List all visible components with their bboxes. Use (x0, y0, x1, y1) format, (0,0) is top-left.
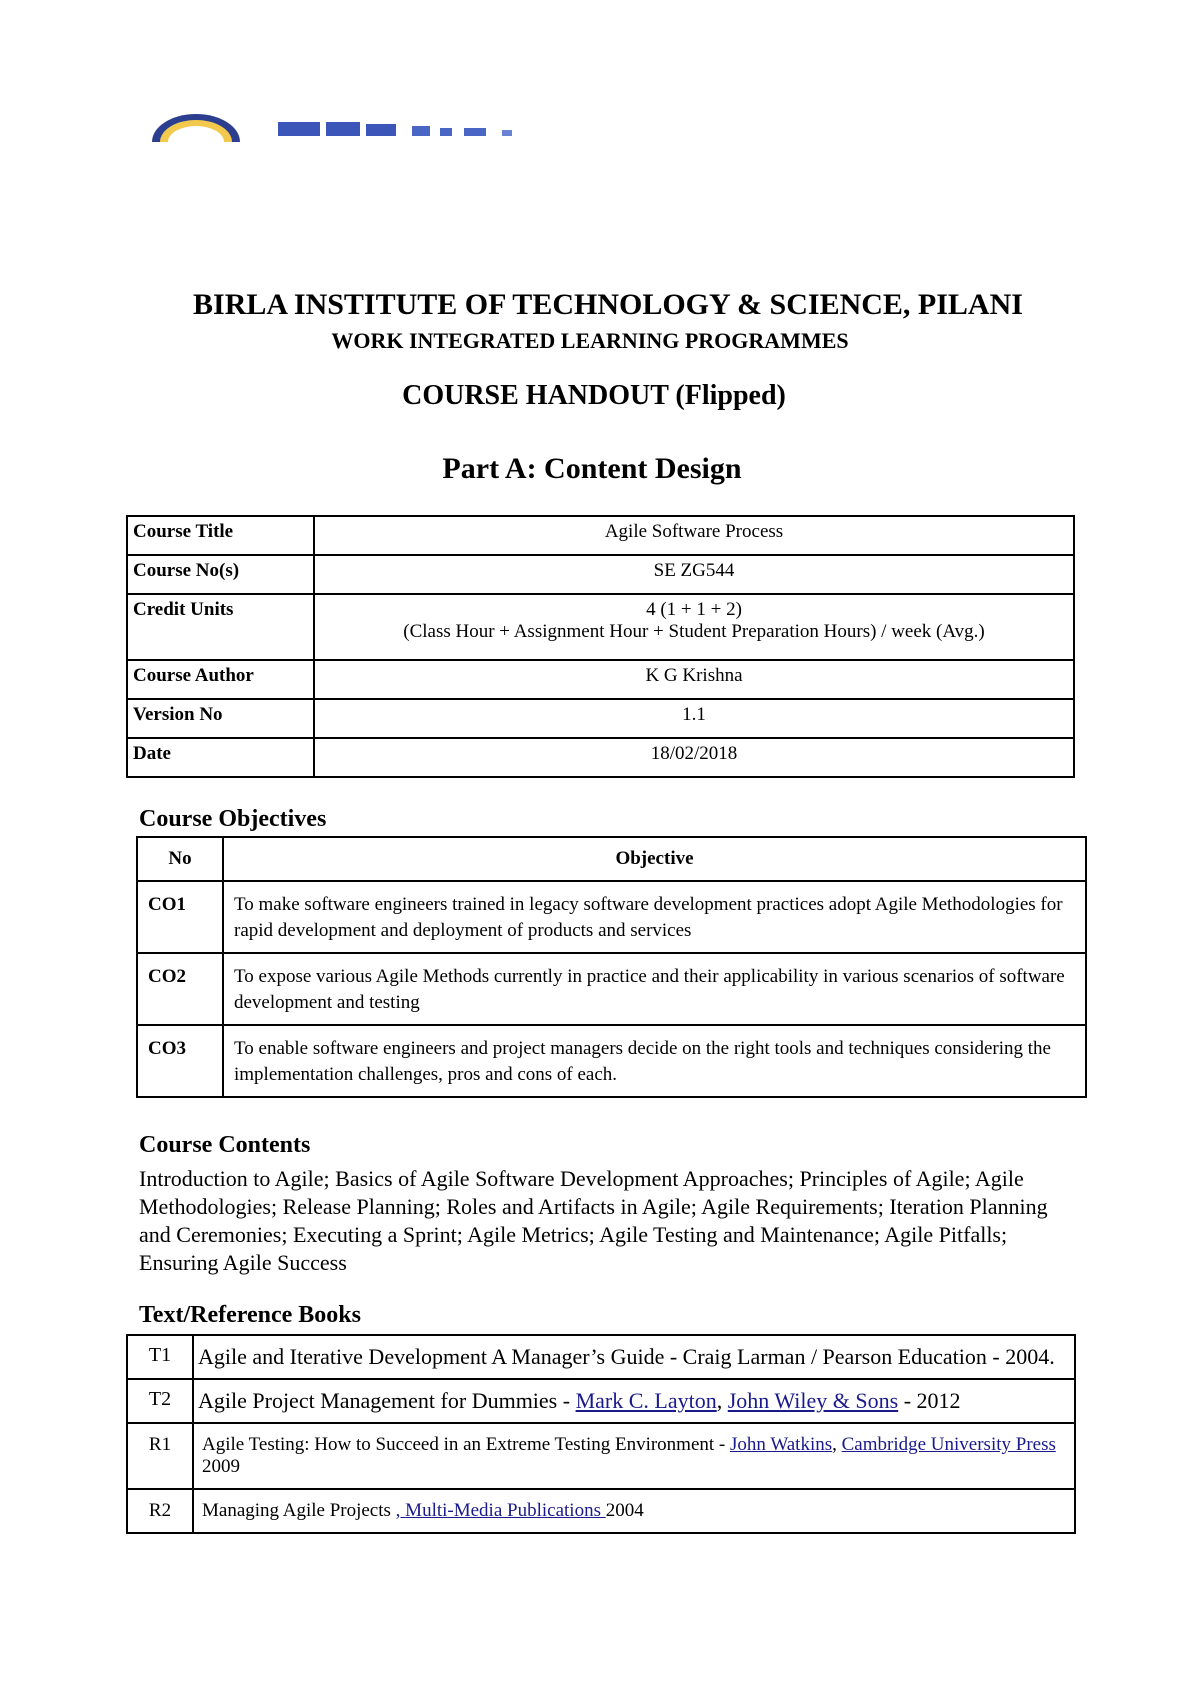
book-year: 2009 (202, 1456, 240, 1477)
book-id: T2 (127, 1379, 193, 1423)
book-title: Managing Agile Projects (202, 1500, 396, 1521)
book-text: Agile and Iterative Development A Manager’s Guide - Craig Larman / Pearson Education - 2004. (193, 1335, 1075, 1379)
table-row (127, 1379, 1075, 1423)
contents-text: Introduction to Agile; Basics of Agile Software Development Approaches; Principles of Agile; Agile Methodologies; Release Planning; Roles and Artifacts in Agile; Agile Requirements; Iteration Planning and Ceremonies; Executing a Sprint; Agile Metrics; Agile Testing and Maintenance; Agile Pitfalls; Ensuring Agile Success (139, 1166, 1048, 1275)
table-row (137, 1025, 1086, 1097)
document-title: COURSE HANDOUT (Flipped) (402, 380, 786, 411)
book-year: - 2012 (898, 1388, 961, 1413)
book-id: R1 (127, 1423, 193, 1489)
table-row (127, 1423, 1075, 1489)
table-row (137, 953, 1086, 1025)
separator: , (832, 1434, 842, 1455)
objectives-table (136, 836, 1087, 1098)
books-table (126, 1334, 1076, 1534)
table-row (127, 1489, 1075, 1533)
bits-logo (150, 112, 570, 142)
book-id: R2 (127, 1489, 193, 1533)
publisher-link[interactable]: John Wiley & Sons (727, 1388, 899, 1413)
programme-name: WORK INTEGRATED LEARNING PROGRAMMES (331, 328, 849, 353)
publisher-link[interactable]: Cambridge University Press (841, 1434, 1056, 1455)
credit-units-value: 4 (1 + 1 + 2) (646, 599, 742, 620)
col-objective-header: Objective (223, 837, 1086, 881)
table-header-row (137, 837, 1086, 881)
table-row (137, 881, 1086, 953)
objective-code: CO1 (137, 881, 223, 953)
institute-name: BIRLA INSTITUTE OF TECHNOLOGY & SCIENCE, PILANI (193, 288, 1023, 321)
separator: , (716, 1388, 728, 1413)
course-title-value: Agile Software Process (314, 516, 1074, 555)
book-year: 2004 (605, 1500, 644, 1521)
credit-units-note: (Class Hour + Assignment Hour + Student Preparation Hours) / week (Avg.) (403, 621, 985, 642)
book-title: Agile Testing: How to Succeed in an Extreme Testing Environment - (202, 1434, 731, 1455)
author-link[interactable]: Mark C. Layton (575, 1388, 717, 1413)
book-entry (193, 1379, 1075, 1423)
table-row (127, 738, 1074, 777)
part-heading: Part A: Content Design (442, 452, 742, 485)
course-info-table (126, 515, 1075, 778)
table-row (127, 1335, 1075, 1379)
contents-heading: Course Contents (139, 1132, 311, 1158)
date-value: 18/02/2018 (314, 738, 1074, 777)
author-link[interactable]: John Watkins (730, 1434, 833, 1455)
book-entry (193, 1489, 1075, 1533)
table-row (127, 516, 1074, 555)
credit-units-label: Credit Units (127, 594, 314, 660)
objective-text: To expose various Agile Methods currently in practice and their applicability in various scenarios of software development and testing (223, 953, 1086, 1025)
credit-units-cell (314, 594, 1074, 660)
course-title-label: Course Title (127, 516, 314, 555)
table-row (127, 555, 1074, 594)
objective-text: To make software engineers trained in legacy software development practices adopt Agile Methodologies for rapid development and deployment of products and services (223, 881, 1086, 953)
course-author-label: Course Author (127, 660, 314, 699)
table-row (127, 594, 1074, 660)
separator-link[interactable]: , (395, 1500, 406, 1521)
course-author-value: K G Krishna (314, 660, 1074, 699)
date-label: Date (127, 738, 314, 777)
table-row (127, 660, 1074, 699)
objectives-heading: Course Objectives (139, 806, 327, 832)
col-no-header: No (137, 837, 223, 881)
course-no-value: SE ZG544 (314, 555, 1074, 594)
book-id: T1 (127, 1335, 193, 1379)
objective-code: CO3 (137, 1025, 223, 1097)
version-value: 1.1 (314, 699, 1074, 738)
objective-text: To enable software engineers and project managers decide on the right tools and techniques considering the implementation challenges, pros and cons of each. (223, 1025, 1086, 1097)
objective-code: CO2 (137, 953, 223, 1025)
course-no-label: Course No(s) (127, 555, 314, 594)
books-heading: Text/Reference Books (139, 1302, 361, 1328)
publisher-link[interactable]: Multi-Media Publications (405, 1500, 606, 1521)
version-label: Version No (127, 699, 314, 738)
book-title: Agile Project Management for Dummies - (198, 1388, 576, 1413)
book-entry (193, 1423, 1075, 1489)
table-row (127, 699, 1074, 738)
